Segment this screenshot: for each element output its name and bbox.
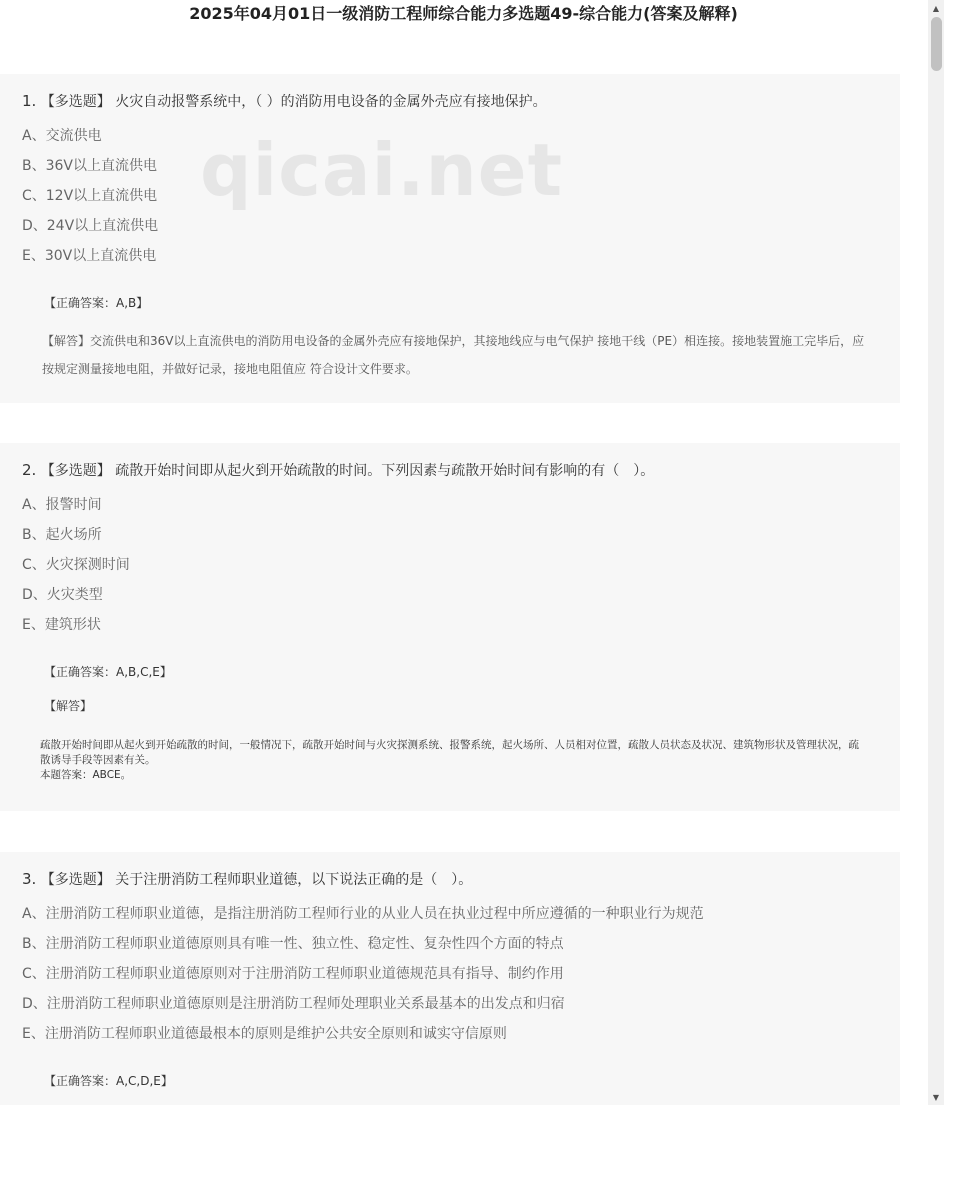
option-e: E、建筑形状 [22, 617, 101, 633]
correct-answer: 【正确答案：A,B,C,E】 [44, 665, 172, 679]
question-header [22, 459, 878, 482]
option-b: B、36V以上直流供电 [22, 158, 157, 174]
question-text: 火灾自动报警系统中，（ ）的消防用电设备的金属外壳应有接地保护。 [115, 94, 547, 110]
option-d: D、注册消防工程师职业道德原则是注册消防工程师处理职业关系最基本的出发点和归宿 [22, 996, 565, 1012]
explanation-line: 本题答案：ABCE。 [40, 769, 132, 781]
explanation-line: 疏散开始时间即从起火到开始疏散的时间，一般情况下，疏散开始时间与火灾探测系统、报警系统，起火场所、人员相对位置，疏散人员状态及状况、建筑物形状及管理状况，疏散诱导手段等因素有关。 [40, 739, 859, 766]
question-type: 【多选题】 [40, 872, 111, 888]
watermark: qicai.net [200, 128, 564, 212]
scroll-up-arrow-icon[interactable]: ▲ [932, 3, 940, 13]
option-d: D、火灾类型 [22, 587, 103, 603]
question-card-3 [0, 852, 900, 1105]
question-card-1 [0, 74, 900, 403]
question-number: 1. [22, 92, 37, 110]
question-type: 【多选题】 [40, 94, 111, 110]
question-header [22, 868, 878, 891]
question-number: 2. [22, 461, 37, 479]
option-a: A、报警时间 [22, 497, 102, 513]
option-a: A、交流供电 [22, 128, 102, 144]
option-c: C、12V以上直流供电 [22, 188, 158, 204]
correct-answer: 【正确答案：A,B】 [44, 296, 149, 310]
page-title: 2025年04月01日一级消防工程师综合能力多选题49-综合能力(答案及解释) [189, 4, 738, 23]
explanation [22, 738, 878, 783]
scroll-down-arrow-icon[interactable]: ▼ [932, 1092, 940, 1102]
option-c: C、火灾探测时间 [22, 557, 130, 573]
question-type: 【多选题】 [40, 463, 111, 479]
explanation: 【解答】交流供电和36V以上直流供电的消防用电设备的金属外壳应有接地保护，其接地线应与电气保护 接地干线（PE）相连接。接地装置施工完毕后，应按规定测量接地电阻，并做好记录，接地电阻值应 符合设计文件要求。 [42, 334, 865, 376]
question-number: 3. [22, 870, 37, 888]
question-header [22, 90, 878, 113]
correct-answer: 【正确答案：A,C,D,E】 [44, 1074, 173, 1088]
option-e: E、30V以上直流供电 [22, 248, 157, 264]
option-list [22, 121, 878, 271]
question-text: 关于注册消防工程师职业道德，以下说法正确的是（ ）。 [115, 872, 473, 888]
option-list [22, 490, 878, 640]
scroll-thumb[interactable] [931, 17, 942, 71]
question-text: 疏散开始时间即从起火到开始疏散的时间。下列因素与疏散开始时间有影响的有（ ）。 [115, 463, 655, 479]
vertical-scrollbar[interactable] [928, 0, 944, 1105]
question-card-2 [0, 443, 900, 811]
option-list [22, 899, 878, 1049]
option-b: B、注册消防工程师职业道德原则具有唯一性、独立性、稳定性、复杂性四个方面的特点 [22, 936, 564, 952]
option-c: C、注册消防工程师职业道德原则对于注册消防工程师职业道德规范具有指导、制约作用 [22, 966, 564, 982]
option-b: B、起火场所 [22, 527, 102, 543]
option-a: A、注册消防工程师职业道德，是指注册消防工程师行业的从业人员在执业过程中所应遵循的一种职业行为规范 [22, 906, 704, 922]
explanation-label: 【解答】 [44, 699, 93, 713]
option-d: D、24V以上直流供电 [22, 218, 159, 234]
option-e: E、注册消防工程师职业道德最根本的原则是维护公共安全原则和诚实守信原则 [22, 1026, 507, 1042]
